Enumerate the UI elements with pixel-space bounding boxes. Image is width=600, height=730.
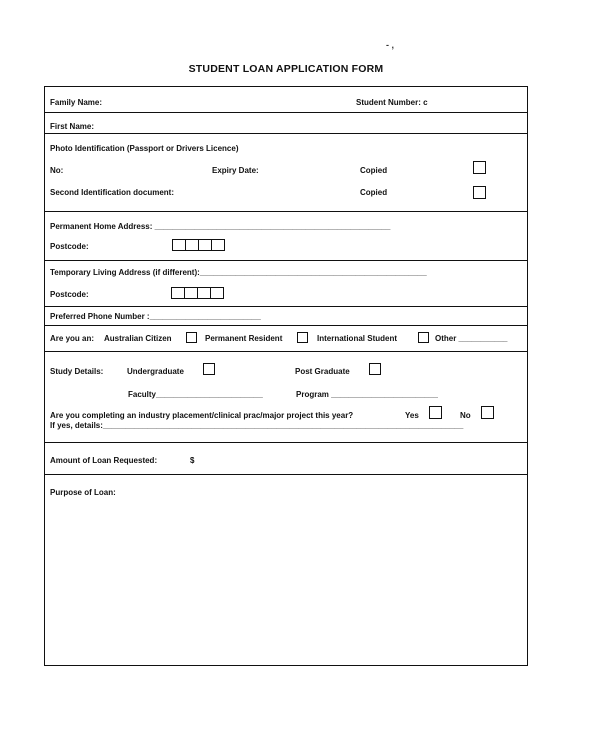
student-number-label: Student Number: c bbox=[356, 98, 428, 107]
application-form bbox=[44, 86, 528, 666]
other-label: Other ___________ bbox=[435, 334, 508, 343]
temp-address-label: Temporary Living Address (if different):___________________________________________________ bbox=[50, 268, 427, 277]
row-divider bbox=[45, 306, 527, 307]
postcode-digit-box[interactable] bbox=[197, 287, 211, 299]
loan-amount-label: Amount of Loan Requested: bbox=[50, 456, 158, 465]
faculty-field[interactable]: Faculty________________________ bbox=[128, 390, 263, 399]
postcode-digit-box[interactable] bbox=[171, 287, 185, 299]
copied-checkbox-2[interactable] bbox=[473, 186, 486, 199]
if-yes-details-field[interactable]: If yes, details:_________________________________________________________________________________ bbox=[50, 421, 464, 430]
row-divider bbox=[45, 133, 527, 134]
row-divider bbox=[45, 442, 527, 443]
no-label: No bbox=[460, 411, 471, 420]
row-divider bbox=[45, 211, 527, 212]
loan-purpose-label: Purpose of Loan: bbox=[50, 488, 116, 497]
citizen-checkbox[interactable] bbox=[186, 332, 197, 343]
undergraduate-label: Undergraduate bbox=[127, 367, 184, 376]
postcode-digit-box[interactable] bbox=[185, 239, 199, 251]
row-divider bbox=[45, 351, 527, 352]
resident-checkbox[interactable] bbox=[297, 332, 308, 343]
international-checkbox[interactable] bbox=[418, 332, 429, 343]
undergraduate-checkbox[interactable] bbox=[203, 363, 215, 375]
postcode-digit-box[interactable] bbox=[184, 287, 198, 299]
postcode-digit-box[interactable] bbox=[210, 287, 224, 299]
resident-label: Permanent Resident bbox=[205, 334, 283, 343]
postcode-digit-box[interactable] bbox=[172, 239, 186, 251]
postcode-boxes[interactable] bbox=[172, 239, 225, 251]
postcode-digit-box[interactable] bbox=[198, 239, 212, 251]
expiry-date-label: Expiry Date: bbox=[212, 166, 259, 175]
first-name-label: First Name: bbox=[50, 122, 95, 131]
no-checkbox[interactable] bbox=[481, 406, 494, 419]
id-number-label: No: bbox=[50, 166, 64, 175]
postgraduate-label: Post Graduate bbox=[295, 367, 350, 376]
form-title: STUDENT LOAN APPLICATION FORM bbox=[188, 63, 384, 75]
row-divider bbox=[45, 474, 527, 475]
dollar-sign: $ bbox=[190, 456, 195, 465]
yes-label: Yes bbox=[405, 411, 419, 420]
citizen-label: Australian Citizen bbox=[104, 334, 172, 343]
program-field[interactable]: Program ________________________ bbox=[296, 390, 438, 399]
study-details-label: Study Details: bbox=[50, 367, 104, 376]
yes-checkbox[interactable] bbox=[429, 406, 442, 419]
postcode-label-2: Postcode: bbox=[50, 290, 89, 299]
copied-label-2: Copied bbox=[360, 188, 388, 197]
home-address-label: Permanent Home Address: _____________________________________________________ bbox=[50, 222, 391, 231]
photo-id-label: Photo Identification (Passport or Drivers Licence) bbox=[50, 144, 239, 153]
postcode-boxes-2[interactable] bbox=[171, 287, 224, 299]
row-divider bbox=[45, 260, 527, 261]
postcode-digit-box[interactable] bbox=[211, 239, 225, 251]
phone-label: Preferred Phone Number :_________________________ bbox=[50, 312, 261, 321]
postcode-label: Postcode: bbox=[50, 242, 89, 251]
row-divider bbox=[45, 112, 527, 113]
industry-placement-question: Are you completing an industry placement/clinical prac/major project this year? bbox=[50, 411, 354, 420]
row-divider bbox=[45, 325, 527, 326]
copied-label: Copied bbox=[360, 166, 388, 175]
international-label: International Student bbox=[317, 334, 397, 343]
second-id-label: Second Identification document: bbox=[50, 188, 175, 197]
residency-label: Are you an: bbox=[50, 334, 95, 343]
family-name-label: Family Name: bbox=[50, 98, 103, 107]
page-mark: - , bbox=[386, 40, 394, 50]
copied-checkbox[interactable] bbox=[473, 161, 486, 174]
postgraduate-checkbox[interactable] bbox=[369, 363, 381, 375]
